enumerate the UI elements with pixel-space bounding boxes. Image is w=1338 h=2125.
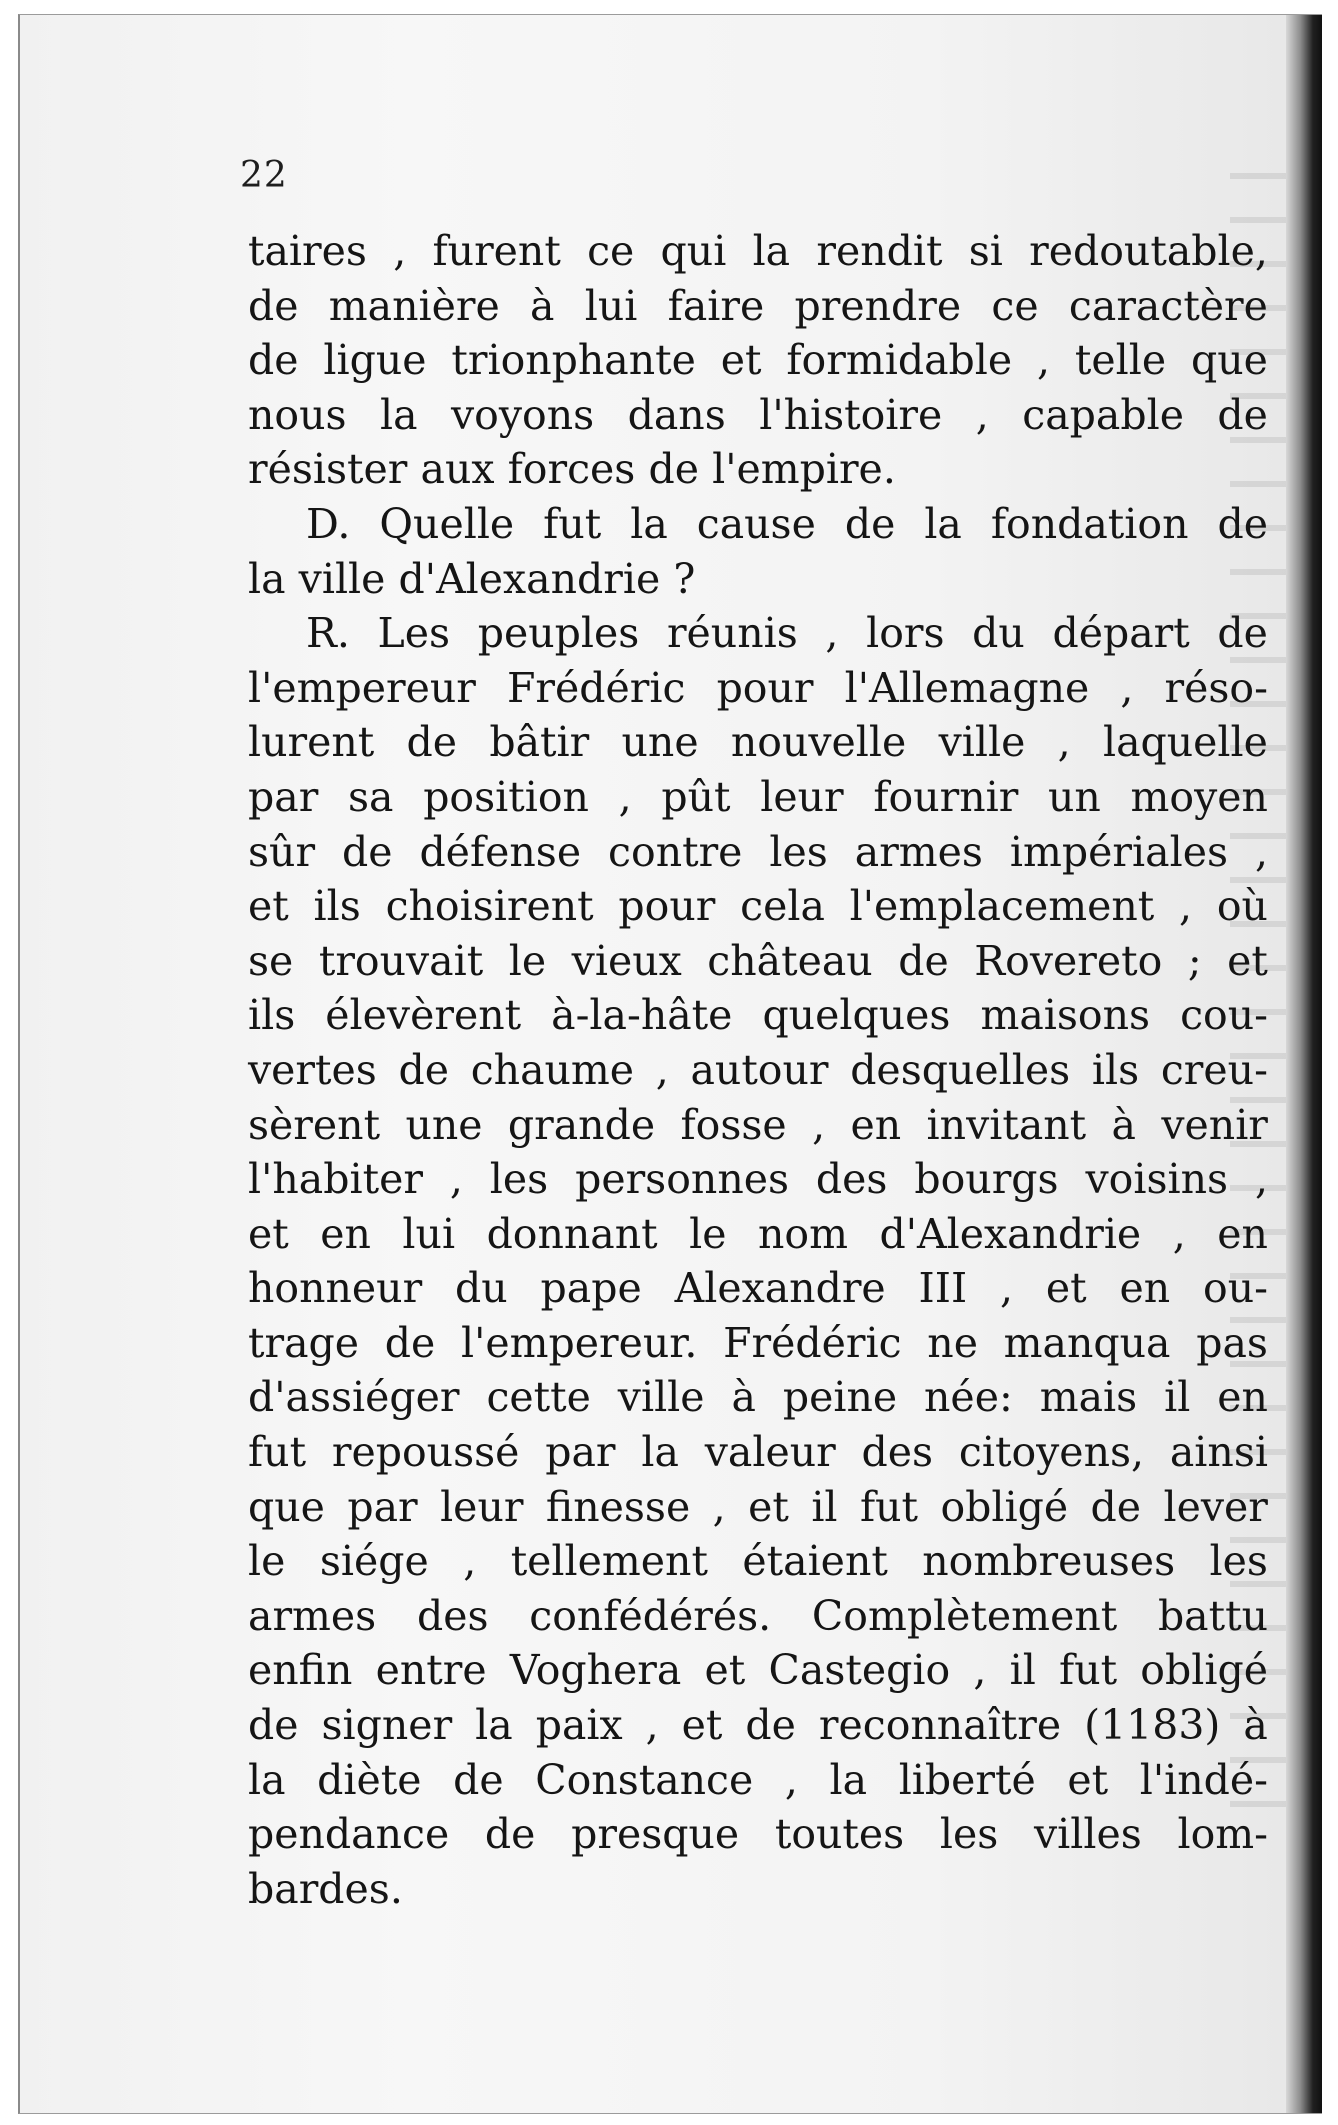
word: du — [972, 609, 1025, 658]
text-line — [248, 1155, 1268, 1210]
word: , — [1172, 1209, 1186, 1258]
text-line — [248, 445, 1268, 500]
word: , — [1057, 718, 1071, 767]
word: l'habiter — [248, 1155, 423, 1204]
word: de — [248, 336, 299, 385]
word: les — [489, 1155, 549, 1204]
word: ville — [938, 718, 1026, 767]
word: liberté — [898, 1755, 1036, 1804]
word: des — [861, 1428, 934, 1477]
word: ville — [298, 554, 386, 603]
word: fosse — [680, 1100, 787, 1149]
word: fut — [543, 499, 602, 548]
word: ce — [587, 227, 635, 275]
text-line — [248, 336, 1268, 391]
word: (1183) — [1084, 1701, 1221, 1750]
word: qui — [660, 227, 727, 275]
word: cause — [696, 499, 816, 548]
word: château — [707, 936, 873, 985]
word: lui — [402, 1209, 456, 1258]
word: impériales — [1009, 827, 1228, 876]
word: en — [850, 1100, 902, 1149]
word: confédérés. — [529, 1591, 772, 1640]
word: et — [704, 1646, 746, 1695]
word: Les — [377, 609, 451, 658]
text-line — [248, 1701, 1268, 1756]
word: il — [1164, 1373, 1191, 1422]
word: manqua — [1003, 1318, 1171, 1367]
word: l'Allemagne — [844, 663, 1090, 712]
word: l'indé- — [1139, 1755, 1268, 1804]
text-line — [248, 282, 1268, 337]
word: que — [1191, 336, 1268, 385]
word: forces — [507, 445, 636, 494]
word: Frédéric — [506, 663, 686, 712]
word: la — [475, 1701, 513, 1750]
word: des — [815, 1155, 888, 1204]
word: et — [248, 1209, 289, 1258]
word: repoussé — [331, 1428, 520, 1477]
word: , — [463, 1537, 477, 1586]
word: citoyens, — [958, 1428, 1145, 1477]
word: nouvelle — [730, 718, 907, 767]
word: le — [248, 1537, 286, 1586]
word: faire — [667, 281, 765, 330]
word: , — [975, 390, 989, 439]
word: tellement — [510, 1537, 708, 1586]
word: leur — [440, 1482, 524, 1531]
word: siége — [319, 1537, 429, 1586]
word: de — [453, 1755, 504, 1804]
text-line — [248, 1810, 1268, 1865]
word: lurent — [248, 718, 375, 767]
text-line — [248, 1373, 1268, 1428]
word: peine — [782, 1373, 898, 1422]
word: obligé — [1140, 1646, 1268, 1695]
word: à — [731, 1373, 756, 1422]
word: l'emplacement — [849, 882, 1155, 931]
word: Frédéric — [723, 1318, 902, 1367]
word: les — [769, 827, 828, 876]
word: redoutable, — [1029, 227, 1268, 275]
word: ne — [927, 1318, 978, 1367]
word: de — [248, 281, 299, 330]
word: capable — [1022, 390, 1184, 439]
text-line — [248, 391, 1268, 446]
word: , — [812, 1100, 826, 1149]
text-line — [248, 1428, 1268, 1483]
text-line — [248, 609, 1268, 664]
word: l'empire. — [712, 445, 896, 494]
book-page — [18, 14, 1322, 2114]
word: de — [248, 1701, 299, 1750]
word: rendit — [816, 227, 943, 275]
word: ce — [991, 281, 1039, 330]
text-line — [248, 1646, 1268, 1701]
word: et — [720, 336, 762, 385]
text-line — [248, 1537, 1268, 1592]
word: sèrent — [248, 1100, 381, 1149]
word: le — [689, 1209, 727, 1258]
word: en — [1217, 1373, 1268, 1422]
word: position — [423, 772, 589, 821]
word: lever — [1163, 1482, 1268, 1531]
word: trouvait — [318, 936, 484, 985]
word: il — [1009, 1646, 1036, 1695]
word: de — [341, 827, 393, 876]
word: Castegio — [768, 1646, 951, 1695]
word: ligue — [323, 336, 427, 385]
word: ville — [617, 1373, 705, 1422]
word: personnes — [575, 1155, 790, 1204]
word: les — [939, 1810, 999, 1859]
word: cou- — [1180, 991, 1268, 1040]
word: valeur — [704, 1428, 836, 1477]
word: élevèrent — [325, 991, 522, 1040]
word: , — [784, 1755, 798, 1804]
word: voisins — [1085, 1155, 1229, 1204]
word: et — [1045, 1264, 1087, 1313]
word: cela — [740, 882, 825, 931]
word: en — [320, 1209, 371, 1258]
word: que — [248, 1482, 325, 1531]
word: , — [1120, 663, 1134, 712]
word: taires — [248, 227, 367, 275]
word: et — [681, 1701, 723, 1750]
word: signer — [321, 1701, 453, 1750]
book-gutter-shadow — [1286, 15, 1322, 2113]
word: donnant — [486, 1209, 658, 1258]
word: et — [248, 882, 289, 931]
word: telle — [1074, 336, 1167, 385]
word: entre — [375, 1646, 487, 1695]
word: la — [248, 554, 286, 603]
word: caractère — [1068, 281, 1268, 330]
word: furent — [432, 227, 561, 275]
word: réunis — [666, 609, 798, 658]
word: , — [618, 772, 632, 821]
word: de — [1217, 609, 1268, 658]
word: une — [405, 1100, 483, 1149]
word: , — [645, 1701, 659, 1750]
word: ils — [313, 882, 361, 931]
word: la — [924, 499, 962, 548]
word: à — [1111, 1100, 1136, 1149]
word: , — [825, 609, 839, 658]
word: , — [973, 1646, 987, 1695]
word: Alexandre — [674, 1264, 886, 1313]
word: par — [545, 1428, 616, 1477]
word: d'Alexandrie — [879, 1209, 1142, 1258]
word: en — [1119, 1264, 1171, 1313]
word: invitant — [926, 1100, 1087, 1149]
word: quelques — [762, 991, 951, 1040]
word: villes — [1033, 1810, 1142, 1859]
text-line — [248, 227, 1268, 282]
word: battu — [1157, 1591, 1268, 1640]
word: la — [380, 390, 418, 439]
word: pendance — [248, 1810, 450, 1859]
word: trage — [248, 1318, 360, 1367]
word: la — [752, 227, 791, 275]
word: par — [248, 772, 319, 821]
word: D. — [306, 499, 351, 548]
word: enfin — [248, 1646, 353, 1695]
word: de — [1217, 390, 1268, 439]
word: de — [384, 1318, 436, 1367]
word: III — [918, 1264, 968, 1313]
word: honneur — [248, 1264, 423, 1313]
word: l'empereur. — [460, 1318, 698, 1367]
word: de — [398, 1045, 450, 1094]
word: sa — [348, 772, 394, 821]
word: maisons — [980, 991, 1151, 1040]
word: où — [1216, 882, 1268, 931]
word: à — [1243, 1701, 1268, 1750]
word: reconnaître — [818, 1701, 1062, 1750]
word: Rovereto — [974, 936, 1163, 985]
word: , — [1179, 882, 1193, 931]
word: chaume — [470, 1045, 635, 1094]
word: vertes — [248, 1045, 377, 1094]
word: ou- — [1203, 1264, 1268, 1313]
word: contre — [608, 827, 743, 876]
word: , — [449, 1155, 463, 1204]
word: lom- — [1177, 1810, 1268, 1859]
text-line — [248, 828, 1268, 883]
word: du — [455, 1264, 508, 1313]
word: , — [1000, 1264, 1014, 1313]
word: il — [811, 1482, 838, 1531]
text-line — [248, 882, 1268, 937]
word: des — [416, 1591, 489, 1640]
text-line — [248, 1865, 1268, 1920]
word: leur — [760, 772, 844, 821]
word: fournir — [873, 772, 1019, 821]
word: lui — [584, 281, 638, 330]
word: et — [748, 1482, 789, 1531]
word: réso- — [1164, 663, 1268, 712]
word: la — [248, 1755, 286, 1804]
word: prendre — [794, 281, 962, 330]
word: nom — [758, 1209, 848, 1258]
word: un — [1048, 772, 1101, 821]
word: , — [655, 1045, 669, 1094]
word: nombreuses — [922, 1537, 1176, 1586]
word: départ — [1052, 609, 1190, 658]
word: Complètement — [811, 1591, 1118, 1640]
word: cette — [486, 1373, 591, 1422]
text-line — [248, 500, 1268, 555]
word: l'empereur — [248, 663, 476, 712]
word: l'histoire — [759, 390, 943, 439]
word: si — [968, 227, 1003, 275]
word: et — [1067, 1755, 1109, 1804]
word: venir — [1161, 1100, 1268, 1149]
word: de — [844, 499, 896, 548]
word: pour — [716, 663, 814, 712]
word: ; — [1187, 936, 1202, 985]
text-line — [248, 1756, 1268, 1811]
word: de — [648, 445, 699, 494]
word: de — [406, 718, 458, 767]
word: en — [1217, 1209, 1268, 1258]
word: Quelle — [379, 499, 515, 548]
word: la — [630, 499, 668, 548]
word: fondation — [990, 499, 1189, 548]
text-line — [248, 1483, 1268, 1538]
word: et — [1227, 936, 1268, 985]
word: se — [248, 936, 294, 985]
word: , — [393, 227, 407, 275]
word: bâtir — [489, 718, 590, 767]
word: dans — [627, 390, 726, 439]
word: armes — [248, 1591, 377, 1640]
word: le — [508, 936, 547, 985]
word: la — [641, 1428, 679, 1477]
word: Constance — [535, 1755, 754, 1804]
word: par — [347, 1482, 418, 1531]
word: paix — [535, 1701, 623, 1750]
word: ils — [1091, 1045, 1140, 1094]
word: fut — [859, 1482, 919, 1531]
word: ? — [673, 554, 696, 603]
word: aux — [420, 445, 495, 494]
word: de — [1217, 499, 1268, 548]
text-line — [248, 664, 1268, 719]
word: , — [1037, 336, 1051, 385]
word: finesse — [545, 1482, 691, 1531]
word: la — [829, 1755, 868, 1804]
word: toutes — [774, 1810, 905, 1859]
word: résister — [248, 445, 408, 494]
text-line — [248, 1046, 1268, 1101]
word: desquelles — [850, 1045, 1071, 1094]
word: d'Alexandrie — [398, 554, 661, 603]
word: ils — [248, 991, 296, 1040]
word: sûr — [248, 827, 316, 876]
text-line — [248, 555, 1268, 610]
text-line — [248, 1101, 1268, 1156]
word: armes — [854, 827, 983, 876]
word: moyen — [1130, 772, 1268, 821]
word: à-la-hâte — [551, 991, 733, 1040]
word: à — [530, 281, 555, 330]
word: de — [1090, 1482, 1142, 1531]
word: R. — [306, 609, 350, 658]
word: de — [898, 936, 949, 985]
word: de — [484, 1810, 536, 1859]
text-line — [248, 991, 1268, 1046]
text-line — [248, 1210, 1268, 1265]
word: mais — [1039, 1373, 1138, 1422]
word: creu- — [1160, 1045, 1268, 1094]
word: pût — [661, 772, 731, 821]
word: manière — [328, 281, 500, 330]
word: , — [1254, 1155, 1268, 1204]
text-line — [248, 773, 1268, 828]
word: les — [1209, 1537, 1268, 1586]
word: peuples — [477, 609, 640, 658]
word: Voghera — [509, 1646, 682, 1695]
word: bardes. — [248, 1864, 403, 1913]
word: trionphante — [451, 336, 696, 385]
word: choisirent — [385, 882, 594, 931]
word: , — [1254, 827, 1268, 876]
word: une — [621, 718, 699, 767]
text-line — [248, 1319, 1268, 1374]
word: obligé — [940, 1482, 1069, 1531]
word: , — [712, 1482, 726, 1531]
word: pas — [1196, 1318, 1268, 1367]
word: fut — [248, 1428, 307, 1477]
word: étaient — [742, 1537, 888, 1586]
word: nous — [248, 390, 347, 439]
word: vieux — [571, 936, 682, 985]
word: bourgs — [914, 1155, 1059, 1204]
text-line — [248, 1592, 1268, 1647]
text-line — [248, 937, 1268, 992]
word: presque — [571, 1810, 740, 1859]
word: pour — [618, 882, 716, 931]
word: de — [745, 1701, 796, 1750]
word: diète — [317, 1755, 422, 1804]
word: grande — [507, 1100, 656, 1149]
word: fut — [1059, 1646, 1118, 1695]
word: autour — [690, 1045, 829, 1094]
text-line — [248, 1264, 1268, 1319]
word: pape — [540, 1264, 642, 1313]
word: ainsi — [1169, 1428, 1268, 1477]
word: défense — [419, 827, 582, 876]
word: née: — [924, 1373, 1013, 1422]
word: d'assiéger — [248, 1373, 460, 1422]
word: formidable — [786, 336, 1013, 385]
word: voyons — [451, 390, 595, 439]
page-number: 22 — [240, 155, 288, 196]
word: lors — [866, 609, 945, 658]
text-line — [248, 718, 1268, 773]
word: laquelle — [1102, 718, 1268, 767]
body-text — [248, 227, 1268, 1919]
